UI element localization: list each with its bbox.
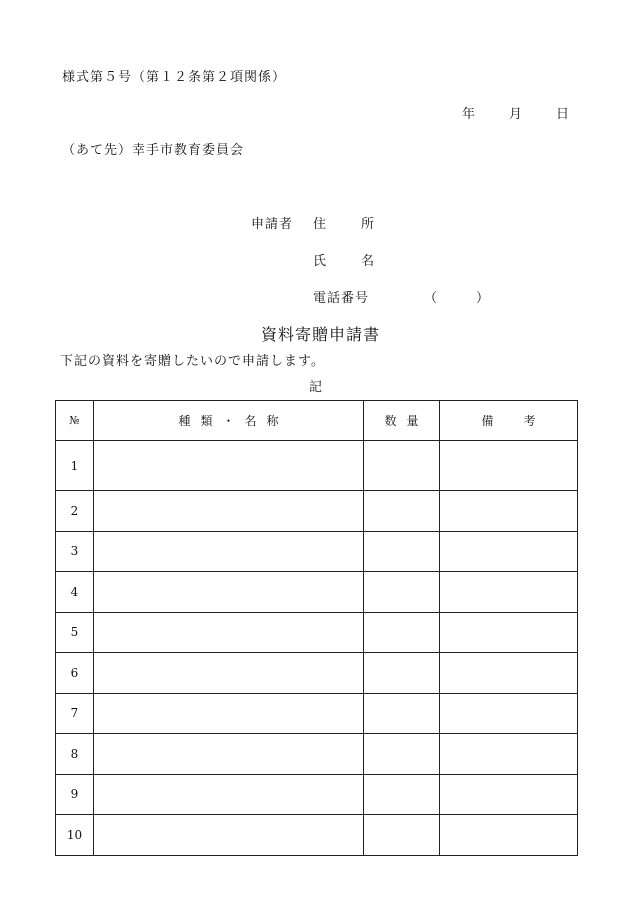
table-row: [56, 441, 578, 491]
quantity-cell[interactable]: [364, 815, 440, 856]
name-label: 氏 名: [313, 254, 378, 269]
table-row: [56, 734, 578, 775]
row-number: 3: [56, 531, 94, 572]
quantity-cell[interactable]: [364, 693, 440, 734]
table-row: [56, 693, 578, 734]
phone-label: 電話番号: [313, 291, 370, 306]
form-number: 様式第５号（第１２条第２項関係）: [62, 70, 287, 85]
row-number: 2: [56, 491, 94, 532]
type-name-cell[interactable]: [94, 815, 364, 856]
type-name-cell[interactable]: [94, 612, 364, 653]
table-row: [56, 612, 578, 653]
table-row: [56, 572, 578, 613]
document-title: 資料寄贈申請書: [261, 325, 381, 344]
statement: 下記の資料を寄贈したいので申請します。: [60, 354, 325, 369]
table-row: [56, 815, 578, 856]
remarks-cell[interactable]: [440, 441, 578, 491]
type-name-cell[interactable]: [94, 774, 364, 815]
date-day-label: 日: [556, 107, 570, 122]
type-name-cell[interactable]: [94, 572, 364, 613]
row-number: 9: [56, 774, 94, 815]
table-header-row: [56, 401, 578, 441]
header-no: №: [56, 401, 94, 441]
type-name-cell[interactable]: [94, 693, 364, 734]
row-number: 8: [56, 734, 94, 775]
row-number: 7: [56, 693, 94, 734]
remarks-cell[interactable]: [440, 491, 578, 532]
quantity-cell[interactable]: [364, 612, 440, 653]
quantity-cell[interactable]: [364, 531, 440, 572]
row-number: 1: [56, 441, 94, 491]
quantity-cell[interactable]: [364, 491, 440, 532]
remarks-cell[interactable]: [440, 572, 578, 613]
quantity-cell[interactable]: [364, 441, 440, 491]
row-number: 10: [56, 815, 94, 856]
quantity-cell[interactable]: [364, 734, 440, 775]
date-month-label: 月: [509, 107, 523, 122]
type-name-cell[interactable]: [94, 491, 364, 532]
address-label: 住 所: [313, 217, 378, 232]
remarks-cell[interactable]: [440, 815, 578, 856]
remarks-cell[interactable]: [440, 693, 578, 734]
type-name-cell[interactable]: [94, 653, 364, 694]
table-row: [56, 531, 578, 572]
items-table: [55, 400, 578, 856]
header-remarks: 備考: [440, 401, 578, 441]
table-row: [56, 774, 578, 815]
date-year-label: 年: [462, 107, 476, 122]
header-type-name: 種類・名称: [94, 401, 364, 441]
type-name-cell[interactable]: [94, 531, 364, 572]
remarks-cell[interactable]: [440, 734, 578, 775]
addressee: （あて先）幸手市教育委員会: [62, 143, 245, 158]
header-quantity: 数量: [364, 401, 440, 441]
row-number: 5: [56, 612, 94, 653]
quantity-cell[interactable]: [364, 653, 440, 694]
type-name-cell[interactable]: [94, 734, 364, 775]
remarks-cell[interactable]: [440, 653, 578, 694]
ki-label: 記: [309, 380, 323, 395]
phone-paren-close: ）: [476, 291, 490, 306]
quantity-cell[interactable]: [364, 774, 440, 815]
remarks-cell[interactable]: [440, 774, 578, 815]
type-name-cell[interactable]: [94, 441, 364, 491]
row-number: 4: [56, 572, 94, 613]
table-row: [56, 491, 578, 532]
quantity-cell[interactable]: [364, 572, 440, 613]
phone-paren-open: （: [424, 291, 438, 306]
applicant-label: 申請者: [251, 217, 294, 232]
table-row: [56, 653, 578, 694]
row-number: 6: [56, 653, 94, 694]
remarks-cell[interactable]: [440, 531, 578, 572]
remarks-cell[interactable]: [440, 612, 578, 653]
